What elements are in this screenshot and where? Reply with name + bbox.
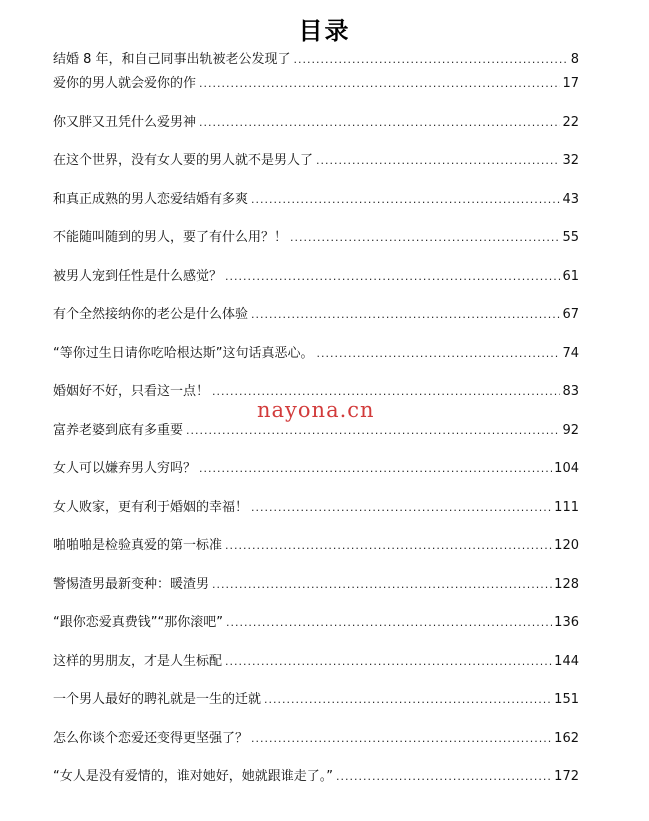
toc-title: 目录 xyxy=(298,17,351,45)
toc-page-number: 17 xyxy=(562,76,579,91)
toc-page-number: 83 xyxy=(562,384,579,399)
toc-page-number: 151 xyxy=(554,692,579,707)
toc-leader-dots xyxy=(290,226,560,250)
toc-entry[interactable] xyxy=(53,111,579,150)
toc-entry[interactable] xyxy=(53,573,579,612)
toc-entry-title: 婚姻好不好，只看这一点！ xyxy=(53,384,210,399)
toc-entry[interactable] xyxy=(53,48,579,72)
toc-entry[interactable] xyxy=(53,188,579,227)
toc-entry-title: 啪啪啪是检验真爱的第一标准 xyxy=(53,538,223,553)
table-of-contents xyxy=(53,48,579,804)
toc-leader-dots xyxy=(336,765,552,789)
toc-page-number: 55 xyxy=(562,230,579,245)
toc-entry-title: 富养老婆到底有多重要 xyxy=(53,422,184,438)
toc-entry[interactable] xyxy=(53,688,579,727)
toc-leader-dots xyxy=(294,48,569,72)
toc-entry-title: 女人可以嫌弃男人穷吗？ xyxy=(53,461,197,476)
toc-leader-dots xyxy=(251,188,560,212)
toc-page-number: 136 xyxy=(554,615,579,630)
watermark: nayona.cn xyxy=(257,398,375,422)
toc-page-number: 22 xyxy=(562,114,579,130)
toc-entry-title: 结婚 8 年，和自己同事出轨被老公发现了 xyxy=(53,52,291,67)
toc-entry[interactable] xyxy=(53,727,579,766)
toc-entry[interactable] xyxy=(53,650,579,689)
toc-entry-title: 你又胖又丑凭什么爱男神 xyxy=(53,114,197,130)
toc-entry-title: 有个全然接纳你的老公是什么体验 xyxy=(53,307,249,322)
toc-entry[interactable] xyxy=(53,419,579,458)
toc-page-number: 104 xyxy=(554,461,579,476)
toc-entry[interactable] xyxy=(53,611,579,650)
toc-entry[interactable] xyxy=(53,303,579,342)
toc-page-number: 92 xyxy=(562,422,579,438)
toc-page-number: 32 xyxy=(562,153,579,168)
toc-entry-title: 这样的男朋友，才是人生标配 xyxy=(53,653,223,669)
toc-leader-dots xyxy=(226,611,552,635)
toc-leader-dots xyxy=(251,496,552,520)
toc-leader-dots xyxy=(316,149,560,173)
toc-entry-title: 女人败家，更有利于婚姻的幸福！ xyxy=(53,499,249,515)
toc-page-number: 162 xyxy=(554,730,579,746)
toc-entry[interactable] xyxy=(53,265,579,304)
toc-leader-dots xyxy=(212,573,552,597)
toc-entry-title: 一个男人最好的聘礼就是一生的迁就 xyxy=(53,692,262,707)
toc-entry[interactable] xyxy=(53,226,579,265)
toc-entry-title: 在这个世界，没有女人要的男人就不是男人了 xyxy=(53,153,314,168)
toc-entry-title: “女人是没有爱情的，谁对她好，她就跟谁走了。” xyxy=(53,769,333,784)
toc-page-number: 43 xyxy=(562,191,579,207)
toc-entry[interactable] xyxy=(53,149,579,188)
toc-leader-dots xyxy=(199,72,560,96)
toc-page-number: 120 xyxy=(554,538,579,553)
toc-entry-title: 和真正成熟的男人恋爱结婚有多爽 xyxy=(53,191,249,207)
toc-entry-title: 爱你的男人就会爱你的作 xyxy=(53,76,197,91)
toc-leader-dots xyxy=(316,342,560,366)
toc-entry-title: 警惕渣男最新变种：暖渣男 xyxy=(53,576,210,592)
toc-entry[interactable] xyxy=(53,457,579,496)
toc-page-number: 74 xyxy=(562,345,579,361)
toc-page-number: 128 xyxy=(554,576,579,592)
toc-entry[interactable] xyxy=(53,765,579,804)
toc-entry-title: 不能随叫随到的男人，要了有什么用？！ xyxy=(53,230,288,245)
toc-entry[interactable] xyxy=(53,534,579,573)
toc-entry[interactable] xyxy=(53,496,579,535)
toc-leader-dots xyxy=(225,650,552,674)
toc-leader-dots xyxy=(199,457,552,481)
toc-entry-title: 怎么你谈个恋爱还变得更坚强了？ xyxy=(53,730,249,746)
toc-page-number: 111 xyxy=(554,499,579,515)
toc-page-number: 144 xyxy=(554,653,579,669)
toc-leader-dots xyxy=(225,534,552,558)
toc-entry[interactable] xyxy=(53,72,579,111)
toc-leader-dots xyxy=(251,727,552,751)
toc-page-number: 67 xyxy=(562,307,579,322)
toc-entry[interactable] xyxy=(53,342,579,381)
toc-entry-title: “跟你恋爱真费钱”“那你滚吧” xyxy=(53,615,223,630)
toc-leader-dots xyxy=(225,265,560,289)
toc-page-number: 61 xyxy=(562,268,579,284)
toc-leader-dots xyxy=(251,303,560,327)
toc-page-number: 172 xyxy=(554,769,579,784)
toc-leader-dots xyxy=(199,111,560,135)
toc-entry-title: “等你过生日请你吃哈根达斯”这句话真恶心。 xyxy=(53,345,314,361)
toc-page-number: 8 xyxy=(570,52,579,67)
toc-entry-title: 被男人宠到任性是什么感觉？ xyxy=(53,268,223,284)
toc-leader-dots xyxy=(264,688,552,712)
